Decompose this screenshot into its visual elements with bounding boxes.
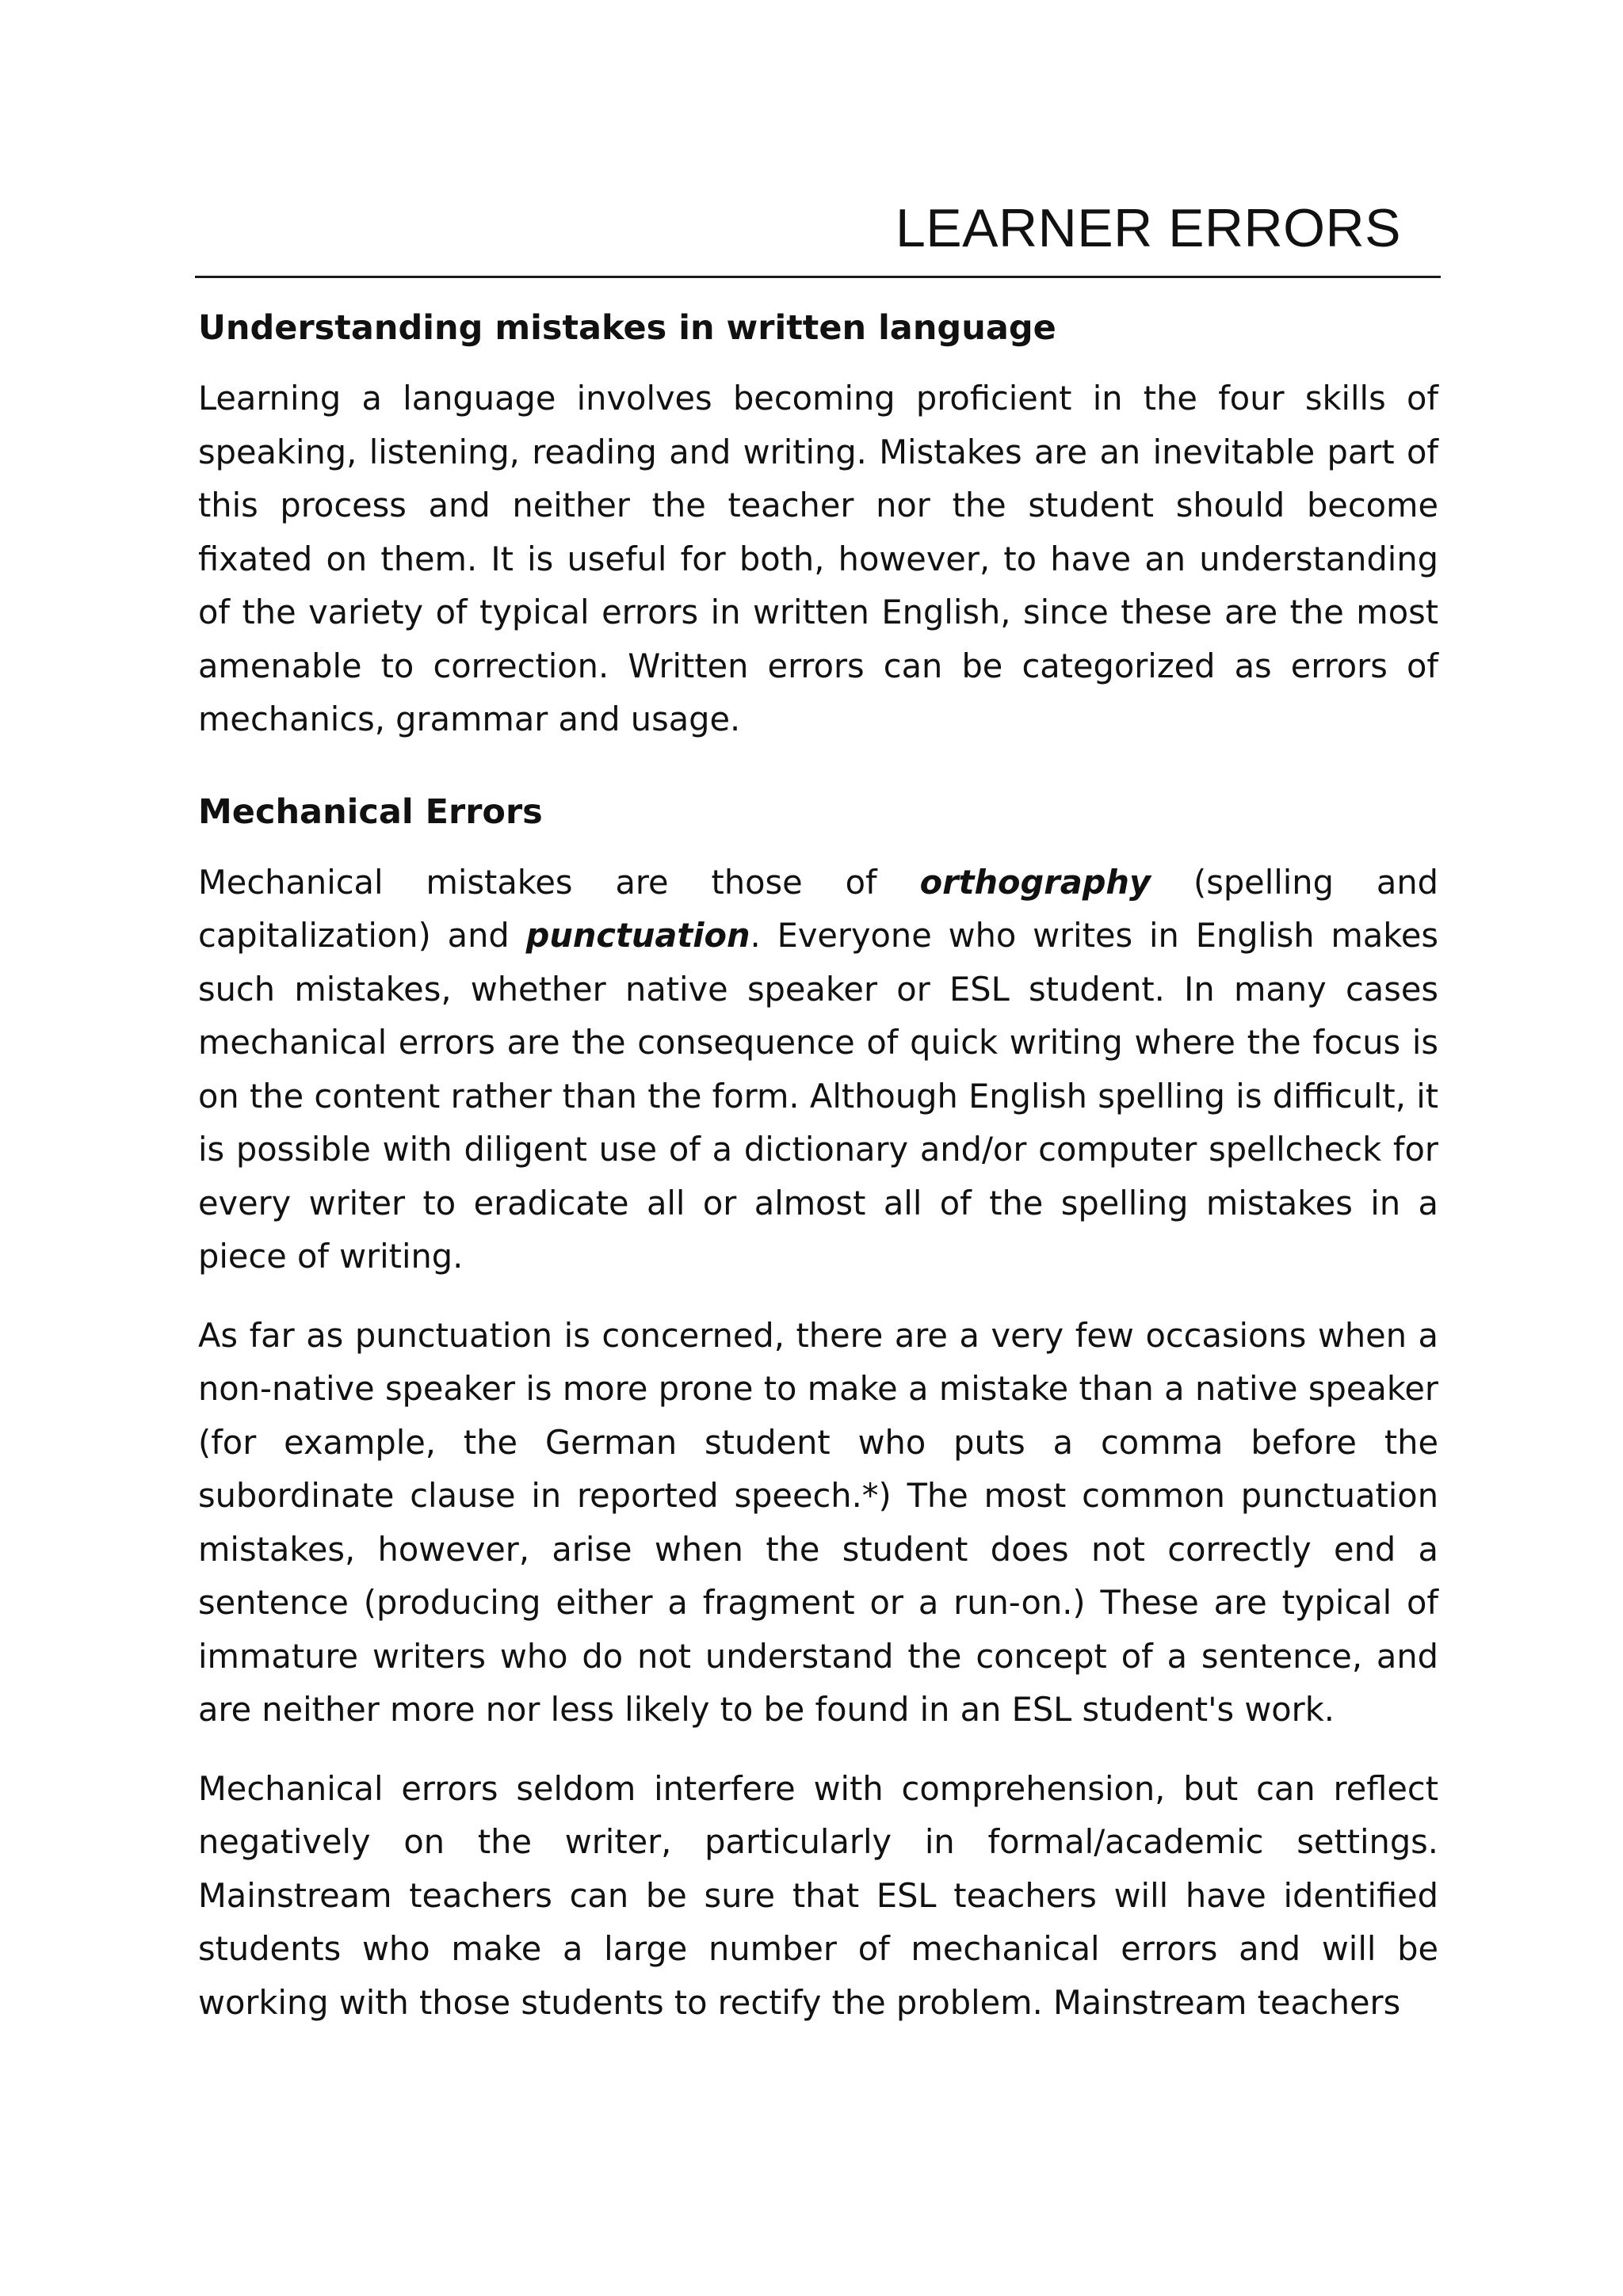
term-orthography: orthography bbox=[919, 862, 1151, 902]
term-punctuation: punctuation bbox=[525, 916, 750, 955]
document-body bbox=[198, 305, 1438, 2054]
page-title: LEARNER ERRORS bbox=[895, 198, 1401, 258]
section-heading-understanding-mistakes: Understanding mistakes in written language bbox=[198, 308, 1056, 348]
paragraph-text: . Everyone who writes in English makes such mistakes, whether native speaker or ESL student. In many cases mechanical errors are the consequence of quick writing where the focus is on the content rather than the form. Although English spelling is difficult, it is possible with diligent use of a dictionary and/or computer spellcheck for every writer to eradicate all or almost all of the spelling mistakes in a piece of writing. bbox=[198, 916, 1438, 1276]
paragraph-mechanical-mistakes bbox=[198, 856, 1438, 1283]
paragraph-text: (spelling and capitalization) and bbox=[198, 862, 1438, 955]
section-spacer bbox=[198, 772, 1438, 789]
paragraph-comprehension: Mechanical errors seldom interfere with comprehension, but can reflect negatively on the writer, particularly in formal/academic settings. Mainstream teachers can be sure that ESL teachers will have identified students who make a large number of mechanical errors and will be working with those students to rectify the problem. Mainstream teachers bbox=[198, 1768, 1438, 2022]
paragraph-punctuation: As far as punctuation is concerned, there are a very few occasions when a non-native speaker is more prone to make a mistake than a native speaker (for example, the German student who puts a comma before the subordinate clause in reported speech.*) The most common punctuation mistakes, however, arise when the student does not correctly end a sentence (producing either a fragment or a run-on.) These are typical of immature writers who do not understand the concept of a sentence, and are neither more nor less likely to be found in an ESL student's work. bbox=[198, 1315, 1438, 1729]
paragraph-intro: Learning a language involves becoming proficient in the four skills of speaking, listening, reading and writing. Mistakes are an inevitable part of this process and neither the teacher nor the student should become fixated on them. It is useful for both, however, to have an understanding of the variety of typical errors in written English, since these are the most amenable to correction. Written errors can be categorized as errors of mechanics, grammar and usage. bbox=[198, 379, 1438, 738]
paragraph-text: Mechanical mistakes are those of bbox=[198, 862, 920, 902]
section-heading-mechanical-errors: Mechanical Errors bbox=[198, 791, 543, 832]
page-header bbox=[195, 196, 1441, 278]
